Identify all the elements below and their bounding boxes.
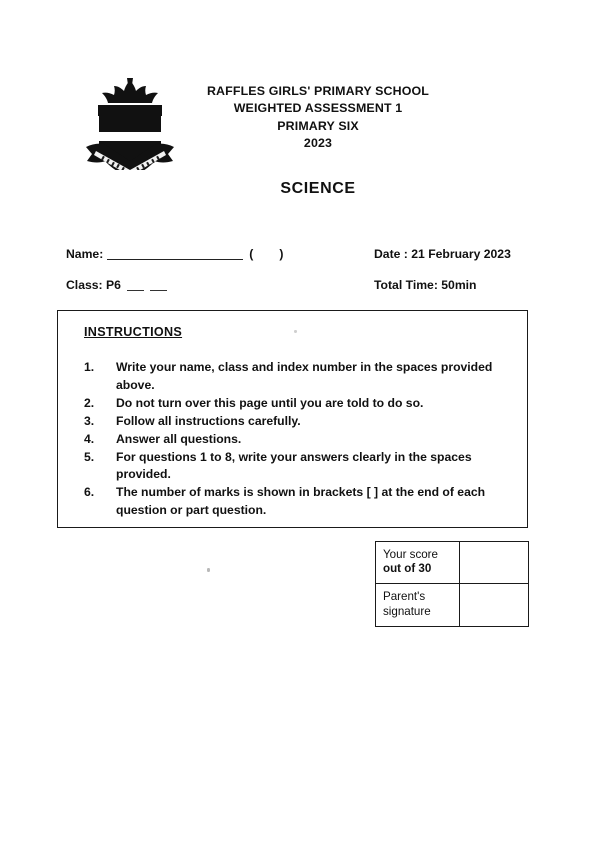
school-crest-icon bbox=[82, 78, 178, 170]
school-title-block bbox=[178, 83, 458, 153]
instruction-text: Answer all questions. bbox=[116, 431, 242, 446]
instruction-number: 3. bbox=[84, 413, 95, 428]
instruction-number: 1. bbox=[84, 360, 95, 374]
name-input[interactable] bbox=[107, 247, 243, 260]
table-row bbox=[376, 542, 529, 584]
score-table bbox=[375, 541, 529, 627]
score-label-line2: out of 30 bbox=[383, 562, 432, 576]
class-input-2[interactable] bbox=[150, 279, 167, 291]
table-row bbox=[376, 584, 529, 626]
class-input-1[interactable] bbox=[127, 279, 144, 291]
instruction-item bbox=[76, 449, 515, 484]
signature-value-cell[interactable] bbox=[460, 584, 529, 626]
scan-speck bbox=[207, 568, 210, 572]
instruction-number: 6. bbox=[84, 485, 95, 499]
class-label: Class: P6 bbox=[66, 278, 121, 292]
instruction-number: 2. bbox=[84, 395, 95, 410]
instruction-item bbox=[76, 431, 515, 449]
score-value-cell[interactable] bbox=[460, 542, 529, 584]
instruction-item bbox=[76, 359, 515, 394]
instruction-text: Do not turn over this page until you are told to do so. bbox=[116, 395, 424, 410]
scan-speck bbox=[294, 330, 297, 333]
instruction-number: 4. bbox=[84, 431, 95, 446]
date-label: Date : 21 February 2023 bbox=[374, 247, 511, 261]
instructions-list bbox=[76, 359, 515, 520]
instruction-number: 5. bbox=[84, 449, 95, 464]
instruction-text: Write your name, class and index number in the spaces provided above. bbox=[116, 360, 493, 392]
total-time-label: Total Time: 50min bbox=[374, 278, 477, 292]
score-label-line1: Your score bbox=[383, 548, 438, 561]
index-paren-close: ) bbox=[279, 247, 284, 261]
level-name: PRIMARY SIX bbox=[277, 118, 359, 133]
instruction-text: For questions 1 to 8, write your answers clearly in the spaces provided. bbox=[116, 449, 472, 481]
assessment-year: 2023 bbox=[303, 136, 333, 151]
instruction-item bbox=[76, 413, 515, 431]
subject-title: SCIENCE bbox=[280, 180, 356, 197]
index-paren-open: ( bbox=[249, 247, 254, 261]
school-name: RAFFLES GIRLS' PRIMARY SCHOOL bbox=[206, 84, 430, 98]
score-label-cell bbox=[376, 542, 460, 584]
signature-label-line2: signature bbox=[383, 604, 431, 618]
instructions-box bbox=[57, 310, 528, 528]
instruction-item bbox=[76, 484, 515, 519]
instruction-text: The number of marks is shown in brackets [ ] at the end of each question or part question. bbox=[116, 485, 486, 517]
class-row bbox=[66, 278, 167, 292]
instructions-heading: INSTRUCTIONS bbox=[84, 325, 183, 339]
name-label: Name: bbox=[66, 247, 104, 261]
name-row bbox=[66, 247, 283, 261]
instruction-text: Follow all instructions carefully. bbox=[116, 413, 301, 428]
signature-label-cell bbox=[376, 584, 460, 626]
assessment-name: WEIGHTED ASSESSMENT 1 bbox=[233, 101, 403, 116]
signature-label-line1: Parent's bbox=[383, 590, 426, 604]
instruction-item bbox=[76, 395, 515, 413]
